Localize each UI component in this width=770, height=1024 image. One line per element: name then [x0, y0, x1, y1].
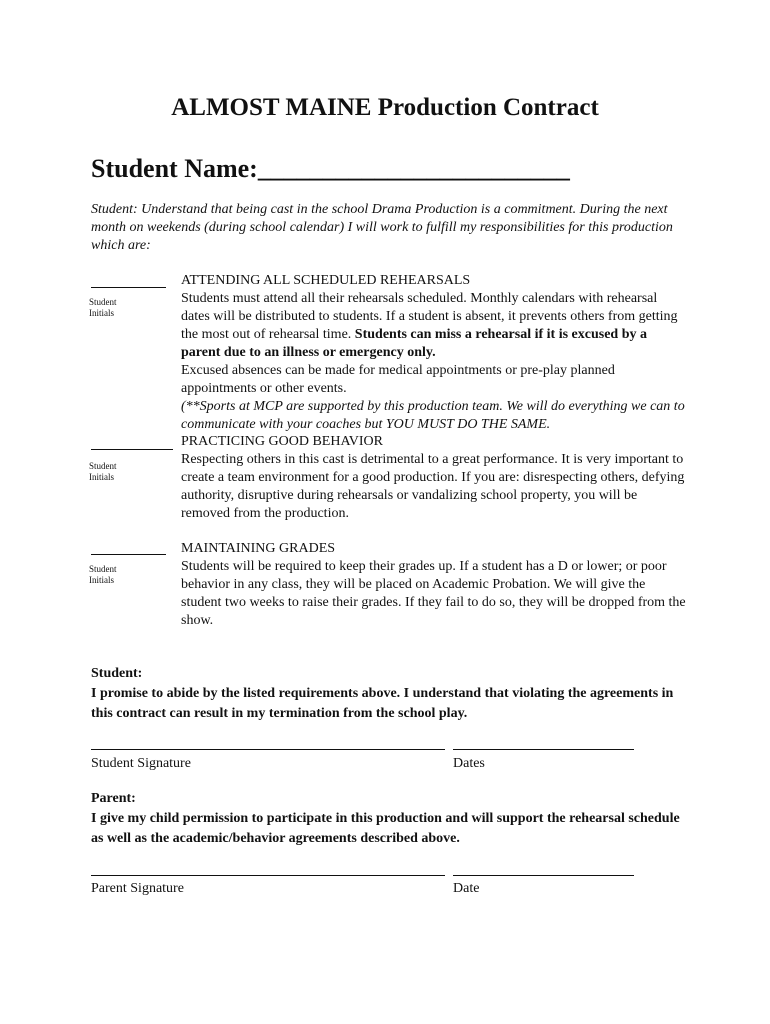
initials-label-student: Student — [89, 564, 117, 574]
rehearsals-text: Students must attend all their rehearsals scheduled. Monthly calendars with rehearsal dates will be distributed to students. If a student is absent, it prevents others from getting the most out of rehearsal time. — [181, 291, 678, 342]
student-promise — [91, 664, 691, 724]
initials-label-initials: Initials — [89, 472, 114, 482]
initials-label-rehearsals — [89, 297, 117, 319]
initials-label-initials: Initials — [89, 308, 114, 318]
initials-label-student: Student — [89, 461, 117, 471]
parent-permission — [91, 789, 691, 849]
intro-paragraph: Student: Understand that being cast in the school Drama Production is a commitment. During the next month on weekends (during school calendar) I will work to fulfill my responsibilities for this production which are: — [91, 202, 673, 253]
student-signature-label: Student Signature — [91, 756, 191, 771]
page-title: ALMOST MAINE Production Contract — [171, 94, 599, 121]
section-heading: MAINTAINING GRADES — [181, 541, 336, 556]
section-text: Students will be required to keep their grades up. If a student has a D or lower; or poor behavior in any class, they will be placed on Academic Probation. We will give the student two weeks to raise their grades. If they fail to do so, they will be dropped from the show. — [181, 559, 686, 628]
student-promise-text: I promise to abide by the listed requirements above. I understand that violating the agreements in this contract can result in my termination from the school play. — [91, 686, 674, 721]
section-rehearsals — [181, 272, 686, 434]
student-promise-heading: Student: — [91, 666, 143, 681]
parent-signature-label: Parent Signature — [91, 881, 184, 896]
rehearsals-bold-text: Students can miss a rehearsal if it is excused by a parent due to an illness or emergency only. — [181, 327, 647, 360]
initials-label-grades — [89, 564, 117, 586]
initials-line-behavior[interactable] — [91, 449, 173, 450]
initials-label-initials: Initials — [89, 575, 114, 585]
student-dates-line[interactable] — [453, 749, 634, 750]
parent-signature-line[interactable] — [91, 875, 445, 876]
parent-date-line[interactable] — [453, 875, 634, 876]
initials-label-student: Student — [89, 297, 117, 307]
section-heading: ATTENDING ALL SCHEDULED REHEARSALS — [181, 273, 471, 288]
sports-note: (**Sports at MCP are supported by this production team. We will do everything we can to communicate with your coaches but YOU MUST DO THE SAME. — [181, 399, 685, 432]
section-text: Excused absences can be made for medical appointments or pre-play planned appointments or other events. — [181, 363, 615, 396]
initials-line-grades[interactable] — [91, 554, 166, 555]
parent-date-label: Date — [453, 881, 480, 896]
section-grades — [181, 540, 686, 630]
section-behavior — [181, 433, 686, 523]
initials-line-rehearsals[interactable] — [91, 287, 166, 288]
student-dates-label: Dates — [453, 756, 485, 771]
section-text — [181, 290, 686, 362]
section-heading: PRACTICING GOOD BEHAVIOR — [181, 434, 383, 449]
parent-permission-heading: Parent: — [91, 791, 136, 806]
student-name-field[interactable]: Student Name:________________________ — [91, 154, 570, 183]
parent-permission-text: I give my child permission to participate in this production and will support the rehearsal schedule as well as the academic/behavior agreements described above. — [91, 811, 680, 846]
initials-label-behavior — [89, 461, 117, 483]
student-signature-line[interactable] — [91, 749, 445, 750]
section-text: Respecting others in this cast is detrimental to a great performance. It is very important to create a team environment for a good production. If you are: disrespecting others, defying authority, disruptive during rehearsals or vandalizing school property, you will be removed from the production. — [181, 452, 685, 521]
